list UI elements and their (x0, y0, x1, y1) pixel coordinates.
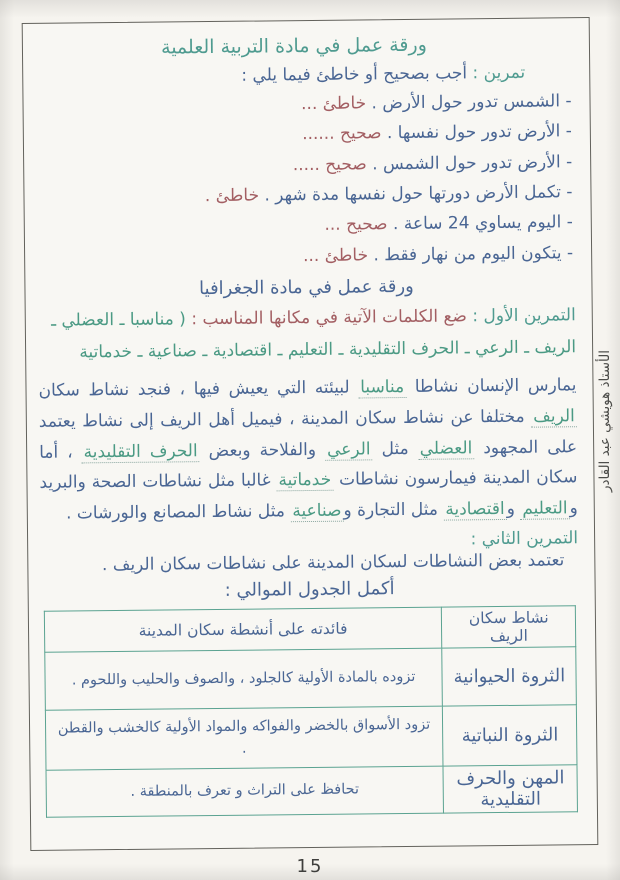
fill-in-paragraph (38, 370, 578, 530)
geography-worksheet-title: ورقة عمل في مادة الجغرافيا (198, 275, 414, 300)
filled-word: الحرف التقليدية (82, 441, 200, 463)
worksheet-content (23, 18, 598, 850)
question-text: - الأرض تدور حول نفسها . (386, 121, 572, 144)
paragraph-segment: مثل التجارة و (343, 500, 444, 522)
table-header-activity: نشاط سكان الريف (442, 606, 576, 648)
question-text: - يتكون اليوم من نهار فقط . (373, 242, 574, 266)
exercise2-statement: تعتمد بعض النشاطات لسكان المدينة على نشاطات سكان الريف . (101, 550, 565, 576)
benefit-cell: تزود الأسواق بالخضر والفواكه والمواد الأولية كالخشب والقطن . (45, 706, 443, 770)
question-line (38, 149, 572, 181)
activity-cell: الثروة النباتية (443, 705, 578, 766)
question-text: - تكمل الأرض دورتها حول نفسها مدة شهر . (264, 182, 573, 206)
activities-table (44, 606, 579, 819)
exercise2-label: التمرين الثاني : (470, 528, 579, 550)
question-answer: صحيح ...... (302, 123, 382, 145)
question-answer: صحيح ... (324, 214, 388, 236)
question-line (38, 119, 572, 151)
paragraph-segment: مختلفا عن نشاط سكان المدينة ، فيميل أهل الريف إلى نشاط يعتمد على المجهود (38, 406, 578, 458)
question-line (39, 210, 573, 242)
filled-word: مناسبا (358, 377, 406, 399)
page-number: 15 (296, 856, 324, 877)
science-worksheet-title: ورقة عمل في مادة التربية العلمية (160, 33, 427, 59)
activity-cell: المهن والحرف التقليدية (443, 765, 577, 813)
question-text: - اليوم يساوي 24 ساعة . (392, 212, 573, 235)
worksheet-page-frame (22, 17, 599, 851)
benefit-cell: تحافظ على التراث و تعرف بالمنطقة . (46, 766, 444, 817)
question-answer: خاطئ . (204, 185, 260, 207)
science-exercise-instruction: أجب بصحيح أو خاطئ فيما يلي : (241, 63, 468, 86)
science-exercise-intro (35, 63, 525, 88)
question-line (37, 88, 571, 120)
question-line (38, 179, 572, 211)
paragraph-segment: و (506, 499, 521, 520)
filled-word: صناعية (290, 501, 343, 523)
paragraph-segment: مثل (372, 438, 418, 459)
table-intro: أكمل الجدول الموالي : (224, 578, 395, 602)
table-row (45, 705, 577, 771)
table-header-benefit: فائدته على أنشطة سكان المدينة (44, 607, 442, 652)
filled-word: الرعي (325, 439, 373, 460)
paragraph-segment: لبيئته التي يعيش فيها ، فنجد نشاط سكان (38, 377, 359, 401)
paragraph-segment: يمارس الإنسان نشاطا (406, 374, 577, 397)
question-answer: خاطئ ... (302, 245, 369, 266)
exercise1-label: التمرين الأول : (472, 305, 576, 327)
question-answer: صحيح ..... (292, 154, 367, 175)
paragraph-segment: غالبا مثل نشاطات الصحة والبريد و (39, 470, 578, 519)
table-row (44, 647, 576, 711)
table-header-row (44, 606, 576, 653)
exercise1-word-bank: ( مناسبا ـ العضلي ـ الريف ـ الرعي ـ الحرف التقليدية ـ التعليم ـ اقتصادية ـ صناعية ـ خدماتية (50, 309, 577, 363)
filled-word: الريف (531, 406, 577, 427)
filled-word: العضلي (418, 438, 475, 460)
benefit-cell: تزوده بالمادة الأولية كالجلود ، والصوف والحليب واللحوم . (44, 648, 442, 710)
paragraph-segment: مثل نشاط المصانع والورشات . (65, 501, 291, 524)
question-line (39, 240, 573, 272)
science-exercise-label: تمرين : (472, 62, 526, 84)
teacher-name-note: الأستاذ هويشي عبد القادر (597, 349, 613, 493)
filled-word: اقتصادية (443, 499, 507, 521)
question-text: - الشمس تدور حول الأرض . (371, 91, 572, 114)
filled-word: التعليم (520, 499, 570, 521)
filled-word: خدماتية (276, 470, 333, 492)
paragraph-segment: والفلاحة وبعض (199, 439, 326, 461)
exercise1-instruction: ضع الكلمات الآتية في مكانها المناسب : (191, 306, 468, 330)
activity-cell: الثروة الحيوانية (442, 647, 577, 706)
table-row (46, 765, 578, 818)
exercise1-header (38, 299, 577, 369)
paragraph-segment: ، أما سكان المدينة فيمارسون نشاطات (39, 441, 578, 491)
question-text: - الأرض تدور حول الشمس . (372, 151, 573, 175)
question-answer: خاطئ ... (300, 93, 367, 115)
